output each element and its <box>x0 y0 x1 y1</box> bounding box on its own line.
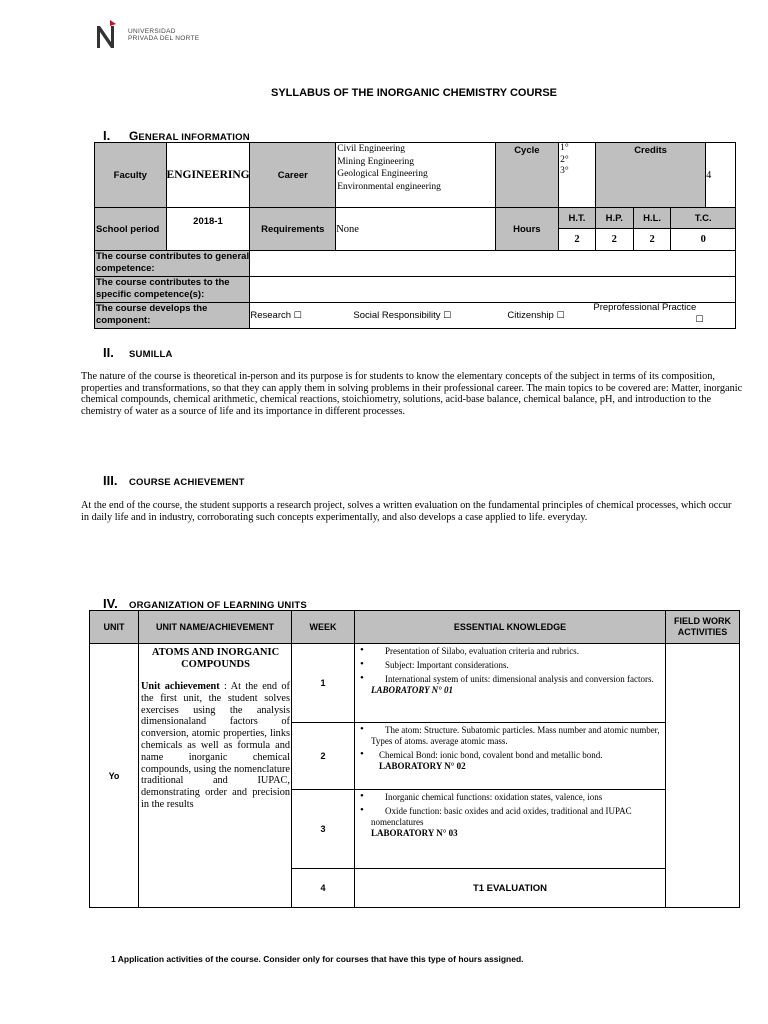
general-competence-label: The course contributes to general competence: <box>95 251 250 277</box>
hours-value-ht: 2 <box>559 229 596 251</box>
knowledge-text: The atom: Structure. Subatomic particles. Mass number and atomic number, Types of atoms. average atomic mass. <box>371 725 660 746</box>
week-number: 3 <box>292 790 355 869</box>
university-logo <box>94 18 214 52</box>
section-label: ORGANIZATION OF LEARNING UNITS <box>129 600 307 611</box>
section-achievement-heading <box>103 472 245 490</box>
faculty-value: ENGINEERING <box>166 143 250 208</box>
knowledge-item <box>360 790 663 803</box>
school-period-value: 2018-1 <box>166 208 250 251</box>
social-responsibility-checkbox[interactable]: ☐ <box>443 311 452 321</box>
cycle-item: 1° <box>560 143 569 153</box>
general-info-table <box>94 142 736 329</box>
hours-value-hp: 2 <box>595 229 633 251</box>
section-sumilla-heading <box>103 344 173 362</box>
component-social <box>353 310 451 321</box>
bullet-icon: • <box>360 790 364 802</box>
career-item: Civil Engineering <box>337 144 406 154</box>
cycle-item: 2° <box>560 154 569 165</box>
cycle-item: 3° <box>560 166 569 176</box>
component-label: The course develops the component: <box>95 303 250 329</box>
hours-header-ht: H.T. <box>559 208 596 229</box>
section-number: III. <box>103 473 118 488</box>
bullet-icon: • <box>360 644 364 656</box>
component-research <box>250 310 301 321</box>
university-logo-mark-icon <box>94 18 124 52</box>
career-item: Geological Engineering <box>337 169 428 179</box>
university-name-line2: PRIVADA DEL NORTE <box>128 35 200 42</box>
general-competence-value <box>250 251 736 277</box>
university-name <box>128 28 199 42</box>
component-research-label: Research <box>250 310 292 321</box>
knowledge-text: Oxide function: basic oxides and acid oxides, traditional and IUPAC nomenclatures <box>371 806 632 827</box>
cycle-list <box>559 143 596 208</box>
hours-header-tc: T.C. <box>671 208 736 229</box>
knowledge-item <box>360 723 663 747</box>
section-label: SUMILLA <box>129 349 173 360</box>
component-practice-label: Preprofessional Practice <box>593 302 697 313</box>
lab-label: LABORATORY N° 01 <box>371 685 453 695</box>
knowledge-item <box>360 804 663 828</box>
section-cap: G <box>129 129 139 143</box>
knowledge-item <box>360 658 663 671</box>
cycle-label: Cycle <box>495 143 558 208</box>
hours-label: Hours <box>495 208 558 251</box>
career-item: Mining Engineering <box>337 156 414 167</box>
knowledge-item <box>360 748 663 772</box>
hours-value-hl: 2 <box>633 229 671 251</box>
week-number: 2 <box>292 723 355 790</box>
faculty-label: Faculty <box>95 143 167 208</box>
unit-title: ATOMS AND INORGANIC COMPOUNDS <box>151 647 280 670</box>
footnote: 1 Application activities of the course. Consider only for courses that have this type of hours assigned. <box>111 954 524 964</box>
unit-achievement-label: Unit achievement <box>141 681 220 692</box>
hours-value-tc: 0 <box>671 229 736 251</box>
unit-number: Yo <box>90 644 139 908</box>
knowledge-item <box>360 644 663 657</box>
requirements-label: Requirements <box>250 208 336 251</box>
bullet-icon: • <box>360 748 364 760</box>
achievement-paragraph: At the end of the course, the student supports a research project, solves a written evaluation on the fundamental principles of chemical processes, which occur in daily life and in industry, corroborating such concepts experimentally, and also develops a case applied to life. everyday. <box>81 500 732 523</box>
bullet-icon: • <box>360 804 364 816</box>
hours-header-hl: H.L. <box>633 208 671 229</box>
week-knowledge <box>355 723 666 790</box>
bullet-icon: • <box>360 658 364 670</box>
unit-achievement <box>141 681 290 811</box>
knowledge-text: International system of units: dimensional analysis and conversion factors. <box>385 674 654 684</box>
preprofessional-practice-checkbox[interactable]: ☐ <box>695 315 704 325</box>
section-label: COURSE ACHIEVEMENT <box>129 477 245 488</box>
lab-label: LABORATORY N° 02 <box>379 761 466 771</box>
unit-achievement-text: : At the end of the first unit, the student solves exercises using the analysis dimensionaland factors of conversion, atomic properties, links chemicals as well as formula and name inorganic chemical compounds, using the nomenclature traditional and IUPAC, demonstrating order and precision in the results <box>141 681 290 810</box>
school-period-label: School period <box>95 208 167 251</box>
section-number: II. <box>103 345 114 360</box>
week-knowledge <box>355 790 666 869</box>
knowledge-item <box>360 672 663 685</box>
section-number: I. <box>103 128 111 143</box>
research-checkbox[interactable]: ☐ <box>293 311 302 321</box>
knowledge-text: Chemical Bond: ionic bond, covalent bond and metallic bond. <box>379 750 603 760</box>
learning-units-table <box>89 610 740 908</box>
career-list <box>336 143 495 208</box>
component-citizenship <box>507 310 564 321</box>
bullet-icon: • <box>360 723 364 735</box>
unit-name-achievement <box>139 644 292 908</box>
credits-label: Credits <box>595 143 705 208</box>
specific-competence-value <box>250 277 736 303</box>
knowledge-text: Inorganic chemical functions: oxidation states, valence, ions <box>385 792 603 802</box>
sumilla-paragraph: The nature of the course is theoretical in-person and its purpose is for students to know the elementary concepts of the subject in terms of its composition, properties and transformations, so that they can apply them in solving problems in their professional career. The main topics to be covered are: Matter, inorganic chemical compounds, chemical arithmetic, chemical reactions, stoichiometry, solutions, acid-base balance, chemical balance, pH, and introduction to the chemistry of water as a source of life and its importance in different processes. <box>81 371 743 417</box>
university-name-line1: UNIVERSIDAD <box>128 28 176 35</box>
knowledge-text: Subject: Important considerations. <box>385 660 509 670</box>
specific-competence-label: The course contributes to the specific competence(s): <box>95 277 250 303</box>
career-item: Environmental engineering <box>337 181 441 192</box>
section-label: ENERAL INFORMATION <box>138 132 250 143</box>
citizenship-checkbox[interactable]: ☐ <box>556 311 565 321</box>
knowledge-text: Presentation of Silabo, evaluation criteria and rubrics. <box>385 646 579 656</box>
week-knowledge <box>355 644 666 723</box>
credits-value: 4 <box>706 143 736 208</box>
component-social-label: Social Responsibility <box>353 310 441 321</box>
field-work-cell <box>666 644 740 908</box>
document-title: SYLLABUS OF THE INORGANIC CHEMISTRY COURSE <box>270 87 558 99</box>
lab-label: LABORATORY N° 03 <box>371 828 458 838</box>
component-options <box>250 303 736 329</box>
component-citizenship-label: Citizenship <box>507 310 554 321</box>
requirements-value: None <box>336 208 495 251</box>
header-unit-name: UNIT NAME/ACHIEVEMENT <box>139 611 292 644</box>
header-week: WEEK <box>292 611 355 644</box>
week-number: 4 <box>292 869 355 908</box>
career-label: Career <box>250 143 336 208</box>
header-unit: UNIT <box>90 611 139 644</box>
week-number: 1 <box>292 644 355 723</box>
evaluation-label: T1 EVALUATION <box>355 869 666 908</box>
section-number: IV. <box>103 596 118 611</box>
header-field-work: FIELD WORK ACTIVITIES <box>666 611 740 644</box>
hours-header-hp: H.P. <box>595 208 633 229</box>
header-essential-knowledge: ESSENTIAL KNOWLEDGE <box>355 611 666 644</box>
bullet-icon: • <box>360 672 364 684</box>
